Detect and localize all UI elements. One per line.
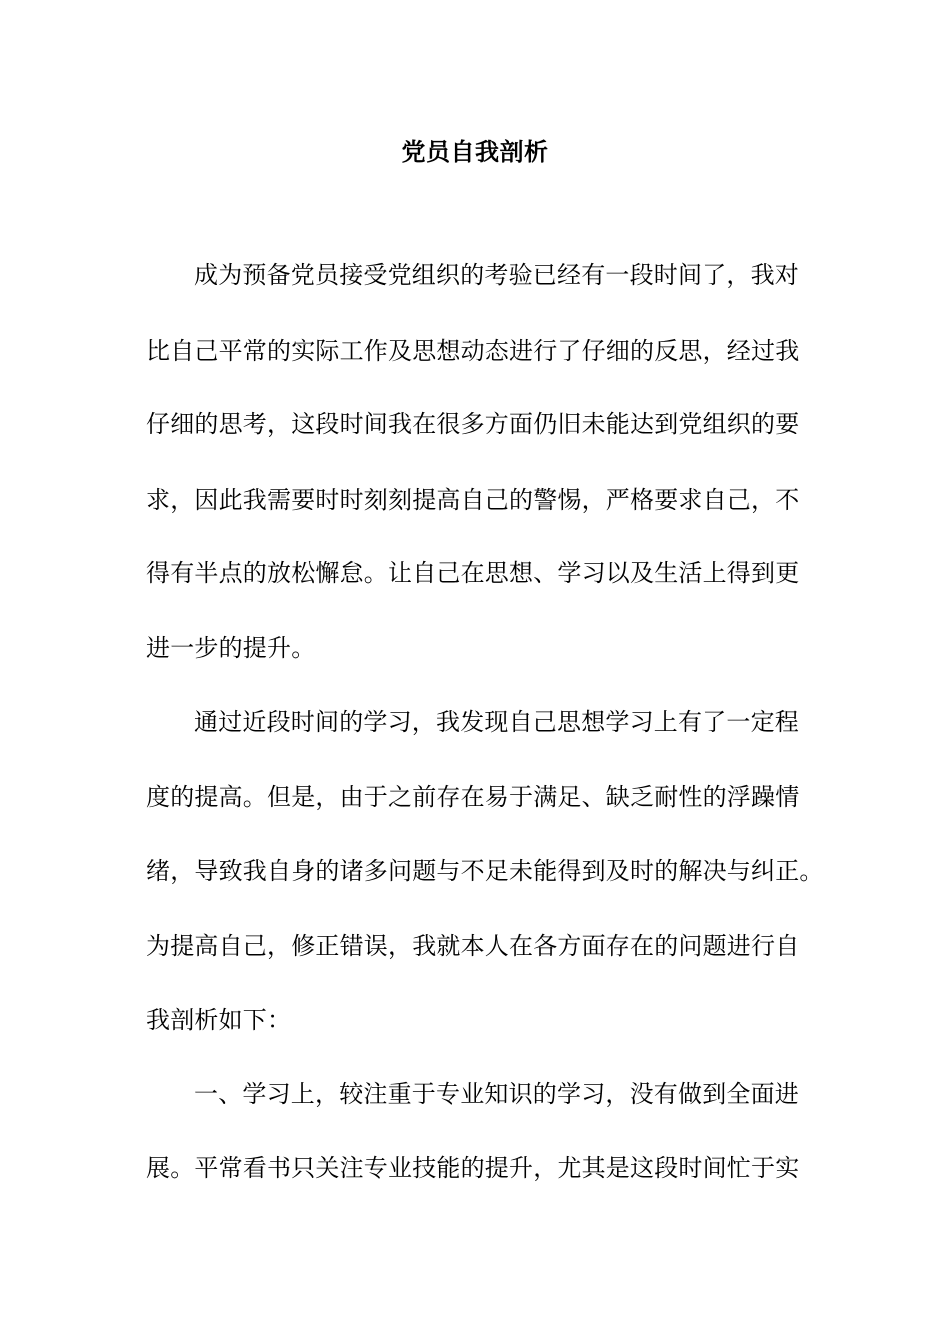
paragraph-2-line-3: 绪，导致我自身的诸多问题与不足未能得到及时的解决与纠正。 xyxy=(146,857,824,885)
document-title: 党员自我剖析 xyxy=(401,137,549,166)
paragraph-1-line-6: 进一步的提升。 xyxy=(146,634,316,662)
paragraph-2-line-5: 我剖析如下： xyxy=(146,1006,292,1034)
paragraph-1-line-5: 得有半点的放松懈怠。让自己在思想、学习以及生活上得到更 xyxy=(146,559,800,587)
paragraph-2-line-4: 为提高自己，修正错误，我就本人在各方面存在的问题进行自 xyxy=(146,932,800,960)
paragraph-3-line-1: 一、学习上，较注重于专业知识的学习，没有做到全面进 xyxy=(194,1080,799,1108)
paragraph-1-line-4: 求，因此我需要时时刻刻提高自己的警惕，严格要求自己，不 xyxy=(146,486,800,514)
paragraph-2-line-1: 通过近段时间的学习，我发现自己思想学习上有了一定程 xyxy=(194,708,799,736)
paragraph-1-line-2: 比自己平常的实际工作及思想动态进行了仔细的反思，经过我 xyxy=(146,337,800,365)
paragraph-2-line-2: 度的提高。但是，由于之前存在易于满足、缺乏耐性的浮躁情 xyxy=(146,783,800,811)
paragraph-1-line-3: 仔细的思考，这段时间我在很多方面仍旧未能达到党组织的要 xyxy=(146,410,800,438)
paragraph-1-line-1: 成为预备党员接受党组织的考验已经有一段时间了，我对 xyxy=(194,261,799,289)
paragraph-3-line-2: 展。平常看书只关注专业技能的提升，尤其是这段时间忙于实 xyxy=(146,1154,800,1182)
